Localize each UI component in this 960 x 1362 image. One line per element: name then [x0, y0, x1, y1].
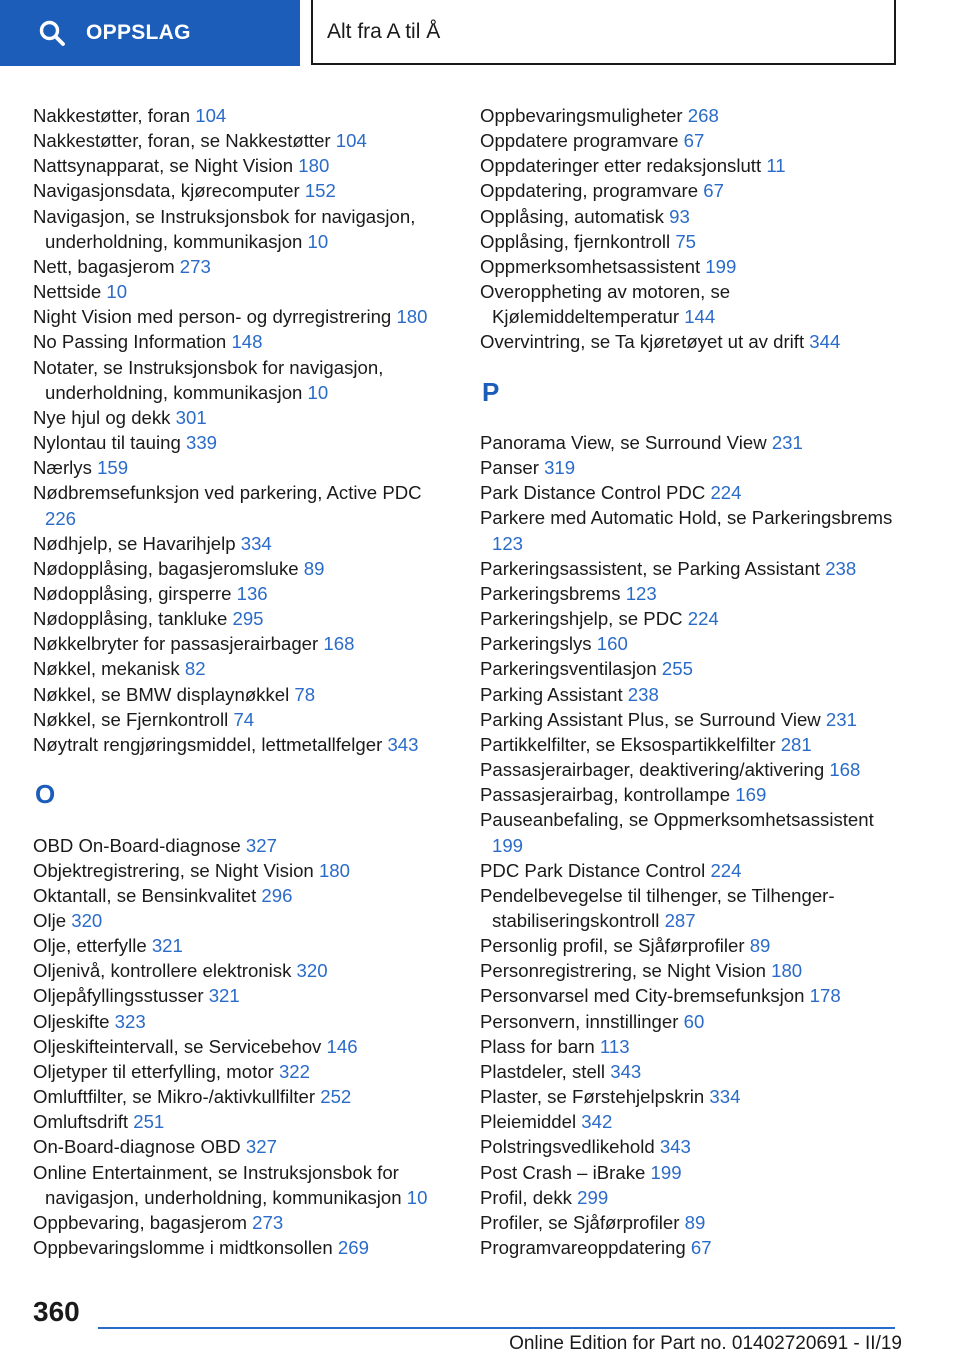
index-entry-text: Oljeskifte: [33, 1010, 110, 1032]
index-entry: [480, 883, 905, 933]
index-entry-text: PDC Park Distance Control: [480, 859, 706, 881]
index-entry-text: OBD On-Board-diagnose: [33, 834, 241, 856]
index-entry-text: Objektregistrering, se Night Vision: [33, 859, 314, 881]
index-entry: [33, 631, 453, 656]
index-entry: [33, 153, 453, 178]
index-entry-text: Parkeringsventilasjon: [480, 658, 657, 680]
index-entry-text: Nylontau til tauing: [33, 432, 181, 454]
page-reference-link[interactable]: 104: [195, 105, 227, 126]
index-letter-heading: O: [35, 779, 56, 810]
index-entry: [480, 958, 905, 983]
index-entry: [480, 1034, 905, 1059]
index-entry-text: Nødopplåsing, tankluke: [33, 608, 228, 630]
index-entry-text: Navigasjonsdata, kjørecomputer: [33, 180, 300, 202]
page-reference-link[interactable]: 273: [179, 255, 211, 277]
index-entry-text: Oppmerksomhetsassistent: [480, 255, 701, 277]
page-reference-link[interactable]: 231: [825, 708, 857, 730]
index-entry: [480, 128, 905, 153]
index-entry: [480, 1160, 905, 1185]
index-entry: [480, 732, 905, 757]
page-reference-link[interactable]: 10: [307, 230, 329, 252]
index-entry: [480, 782, 905, 807]
page-reference-link[interactable]: 180: [771, 960, 803, 982]
page-reference-link[interactable]: 327: [245, 1136, 277, 1158]
index-entry: [480, 329, 905, 354]
page-reference-link[interactable]: 180: [298, 155, 330, 177]
footer-rule: [98, 1327, 895, 1329]
page-reference-link[interactable]: 334: [709, 1086, 741, 1108]
index-entry-text: Park Distance Control PDC: [480, 482, 706, 504]
index-entry: [480, 204, 905, 229]
page-reference-link[interactable]: 10: [106, 281, 128, 303]
index-entry: [33, 983, 453, 1008]
page-reference-link[interactable]: 319: [544, 457, 576, 479]
index-entry: [480, 455, 905, 480]
index-entry: [33, 1210, 453, 1235]
index-entry: [33, 204, 453, 254]
index-entry: [33, 682, 453, 707]
page-reference-link[interactable]: 10: [307, 381, 329, 403]
index-entry-text: Parkere med Automatic Hold, se Parkeringsbrems: [480, 507, 893, 529]
index-entry-text: Online Entertainment, se Instruksjonsbok for navigasjon, underholdning, kommunikasjon: [33, 1161, 402, 1208]
index-entry-text: Panorama View, se Surround View: [480, 432, 767, 453]
page-reference-link[interactable]: 67: [690, 1237, 712, 1258]
index-entry-text: Profil, dekk: [480, 1186, 572, 1208]
index-entry-text: Opplåsing, automatisk: [480, 205, 664, 227]
page-reference-link[interactable]: 82: [184, 658, 206, 680]
index-entry-text: Oppdatere programvare: [480, 130, 679, 152]
page-reference-link[interactable]: 67: [703, 180, 724, 202]
index-entry-text: Nøkkel, se Fjernkontroll: [33, 708, 229, 730]
index-entry: [480, 606, 905, 631]
index-entry-text: Partikkelfilter, se Eksospartikkelfilter: [480, 733, 776, 755]
search-tab-label: OPPSLAG: [86, 21, 191, 44]
page-reference-link[interactable]: 144: [684, 306, 716, 328]
page-reference-link[interactable]: 323: [114, 1010, 146, 1032]
page-reference-link[interactable]: 238: [825, 557, 857, 579]
page-reference-link[interactable]: 148: [231, 331, 263, 353]
index-entry: [480, 480, 905, 505]
page-reference-link[interactable]: 11: [766, 155, 786, 177]
index-entry-text: Nødbremsefunksjon ved parkering, Active PDC: [33, 482, 422, 504]
index-entry-text: Parking Assistant Plus, se Surround View: [480, 708, 821, 730]
page-reference-link[interactable]: 322: [278, 1060, 310, 1082]
search-icon: [38, 19, 66, 47]
page-reference-link[interactable]: 168: [323, 633, 355, 655]
page-reference-link[interactable]: 75: [675, 230, 697, 252]
index-entry-text: No Passing Information: [33, 331, 227, 353]
index-entry: [480, 1059, 905, 1084]
index-entry-text: Nødhjelp, se Havarihjelp: [33, 532, 236, 554]
index-entry-text: Personvern, innstillinger: [480, 1010, 679, 1032]
index-entry-text: Omluftfilter, se Mikro-/aktivkullfilter: [33, 1086, 316, 1108]
index-entry: [33, 1034, 453, 1059]
page-reference-link[interactable]: 321: [151, 935, 183, 957]
page-reference-link[interactable]: 152: [304, 180, 336, 202]
page-reference-link[interactable]: 321: [208, 985, 240, 1007]
index-entry-text: Parkeringsbrems: [480, 582, 621, 604]
page-reference-link[interactable]: 74: [233, 708, 255, 730]
page-reference-link[interactable]: 224: [710, 482, 742, 504]
index-letter-heading: P: [482, 376, 500, 407]
index-entry-text: Oljenivå, kontrollere elektronisk: [33, 960, 292, 982]
index-entry: [480, 933, 905, 958]
index-entry-text: Oppbevaring, bagasjerom: [33, 1211, 247, 1233]
page-reference-link[interactable]: 226: [45, 507, 77, 529]
index-entry-text: Nye hjul og dekk: [33, 406, 171, 428]
page-reference-link[interactable]: 113: [599, 1035, 630, 1057]
index-entry-text: Opplåsing, fjernkontroll: [480, 230, 671, 252]
index-entry: [33, 933, 453, 958]
index-entry: [33, 1059, 453, 1084]
page-reference-link[interactable]: 89: [749, 935, 771, 957]
page-reference-link[interactable]: 67: [683, 130, 705, 152]
index-entry-text: Profiler, se Sjåførprofiler: [480, 1211, 680, 1233]
page-reference-link[interactable]: 339: [185, 432, 218, 454]
index-entry: [480, 153, 905, 178]
index-entry: [480, 1109, 905, 1134]
page-reference-link[interactable]: 78: [294, 683, 316, 705]
index-entry-text: Nøytralt rengjøringsmiddel, lettmetallfelger: [33, 733, 383, 755]
index-entry: [480, 430, 905, 455]
index-entry: [33, 732, 453, 757]
index-entry: [33, 656, 453, 681]
index-entry-text: Nødopplåsing, girsperre: [33, 582, 232, 604]
index-entry-text: Nettside: [33, 281, 102, 303]
page-reference-link[interactable]: 180: [396, 306, 428, 328]
page-reference-link[interactable]: 89: [684, 1211, 706, 1233]
index-entry-text: Nattsynapparat, se Night Vision: [33, 155, 294, 177]
page-reference-link[interactable]: 295: [232, 608, 264, 630]
index-entry-text: Oppdatering, programvare: [480, 180, 699, 202]
page-reference-link[interactable]: 343: [387, 733, 419, 755]
page-reference-link[interactable]: 104: [335, 130, 367, 152]
index-entry-text: Night Vision med person- og dyrregistrering: [33, 306, 392, 328]
index-entry: [480, 1210, 905, 1235]
page-reference-link[interactable]: 224: [710, 859, 742, 881]
section-title: Alt fra A til Å: [311, 0, 896, 65]
index-entry-text: Post Crash – iBrake: [480, 1161, 646, 1183]
index-entry-text: Olje, etterfylle: [33, 935, 147, 957]
index-entry-text: Panser: [480, 457, 539, 479]
page-reference-link[interactable]: 255: [661, 658, 693, 680]
index-entry-text: Personvarsel med City-bremsefunksjon: [480, 985, 805, 1007]
index-entry: [33, 405, 453, 430]
index-entry: [33, 103, 453, 128]
index-entry: [33, 1235, 453, 1260]
index-entry: [33, 279, 453, 304]
page-reference-link[interactable]: 251: [133, 1111, 165, 1133]
index-entry: [33, 1134, 453, 1159]
index-entry: [33, 531, 453, 556]
index-entry: [33, 707, 453, 732]
index-entry: [480, 254, 905, 279]
index-entry-text: Passasjerairbager, deaktivering/aktivering: [480, 759, 825, 781]
index-entry: [33, 581, 453, 606]
index-entry-text: Oljepåfyllingsstusser: [33, 985, 204, 1007]
page-reference-link[interactable]: 123: [625, 582, 657, 604]
index-entry-text: Passasjerairbag, kontrollampe: [480, 784, 731, 806]
page-reference-link[interactable]: 146: [326, 1035, 358, 1057]
index-entry: [480, 1009, 905, 1034]
index-entry: [33, 1109, 453, 1134]
index-entry-text: Oljeskifteintervall, se Servicebehov: [33, 1035, 322, 1057]
index-entry: [480, 807, 905, 857]
index-column-right: [480, 103, 905, 1260]
index-entry-text: Plaster, se Førstehjelpskrin: [480, 1086, 705, 1108]
index-entry: [33, 833, 453, 858]
page-reference-link[interactable]: 160: [596, 633, 628, 655]
page-reference-link[interactable]: 231: [771, 432, 803, 453]
index-entry-text: Oppbevaringslomme i midtkonsollen: [33, 1237, 333, 1258]
index-entry: [480, 983, 905, 1008]
page-reference-link[interactable]: 224: [687, 608, 719, 630]
page-reference-link[interactable]: 287: [664, 909, 696, 931]
index-entry-text: Polstringsvedlikehold: [480, 1136, 655, 1158]
index-entry: [480, 178, 905, 203]
index-entry-text: Nakkestøtter, foran: [33, 105, 191, 126]
page-reference-link[interactable]: 320: [296, 960, 328, 982]
page-reference-link[interactable]: 168: [829, 759, 861, 781]
index-entry-text: Oljetyper til etterfylling, motor: [33, 1060, 274, 1082]
index-entry: [480, 682, 905, 707]
index-entry-text: Nødopplåsing, bagasjeromsluke: [33, 557, 299, 579]
index-entry-text: On-Board-diagnose OBD: [33, 1136, 241, 1158]
index-entry: [33, 455, 453, 480]
page-reference-link[interactable]: 60: [683, 1010, 705, 1032]
index-entry: [33, 606, 453, 631]
page-reference-link[interactable]: 252: [320, 1086, 352, 1108]
index-entry-text: Personlig profil, se Sjåførprofiler: [480, 935, 745, 957]
page-reference-link[interactable]: 199: [650, 1161, 682, 1183]
index-entry: [33, 304, 453, 329]
index-entry: [33, 858, 453, 883]
index-entry: [480, 229, 905, 254]
index-entry-text: Plastdeler, stell: [480, 1060, 606, 1082]
page-reference-link[interactable]: 199: [492, 834, 524, 856]
page-reference-link[interactable]: 180: [318, 859, 350, 881]
index-entry-text: Nøkkel, mekanisk: [33, 658, 180, 680]
index-entry: [33, 254, 453, 279]
index-entry-text: Omluftsdrift: [33, 1111, 129, 1133]
index-entry: [480, 1235, 905, 1260]
index-entry: [33, 556, 453, 581]
index-entry-text: Oppbevaringsmuligheter: [480, 105, 683, 126]
index-entry: [480, 505, 905, 555]
index-entry-text: Pauseanbefaling, se Oppmerksomhetsassistent: [480, 809, 874, 831]
index-entry-text: Oppdateringer etter redaksjonslutt: [480, 155, 762, 177]
page-reference-link[interactable]: 269: [337, 1237, 369, 1258]
index-entry-text: Plass for barn: [480, 1035, 595, 1057]
page-reference-link[interactable]: 199: [705, 255, 737, 277]
index-entry-text: Overoppheting av motoren, se Kjølemiddeltemperatur: [480, 281, 731, 328]
index-entry: [480, 656, 905, 681]
page-reference-link[interactable]: 344: [809, 331, 841, 353]
index-entry: [480, 1084, 905, 1109]
page-reference-link[interactable]: 89: [303, 557, 325, 579]
page-reference-link[interactable]: 301: [175, 406, 207, 428]
index-entry: [480, 631, 905, 656]
index-entry-text: Nøkkelbryter for passasjerairbager: [33, 633, 319, 655]
index-entry: [33, 908, 453, 933]
page-reference-link[interactable]: 178: [809, 985, 841, 1007]
index-entry: [480, 279, 905, 329]
index-entry: [33, 1009, 453, 1034]
index-entry-text: Parkeringsassistent, se Parking Assistant: [480, 557, 821, 579]
index-entry-text: Overvintring, se Ta kjøretøyet ut av drift: [480, 331, 805, 353]
index-entry: [480, 858, 905, 883]
index-entry-text: Navigasjon, se Instruksjonsbok for navigasjon, underholdning, kommunikasjon: [33, 205, 416, 252]
index-entry: [480, 707, 905, 732]
index-entry: [33, 329, 453, 354]
index-entry-text: Personregistrering, se Night Vision: [480, 960, 766, 982]
index-entry-text: Parking Assistant: [480, 683, 623, 705]
page-reference-link[interactable]: 342: [581, 1111, 613, 1133]
edition-text: Online Edition for Part no. 01402720691 - II/19: [509, 1333, 902, 1354]
index-entry-text: Programvareoppdatering: [480, 1237, 686, 1258]
page-reference-link[interactable]: 238: [627, 683, 659, 705]
index-entry: [33, 1160, 453, 1210]
index-entry-text: Oktantall, se Bensinkvalitet: [33, 884, 257, 906]
index-entry-text: Pendelbevegelse til tilhenger, se Tilhenger-stabiliseringskontroll: [480, 884, 835, 931]
page-reference-link[interactable]: 268: [687, 105, 719, 126]
index-entry: [480, 581, 905, 606]
index-entry: [480, 556, 905, 581]
page-reference-link[interactable]: 281: [780, 733, 812, 755]
index-entry: [480, 1134, 905, 1159]
index-entry-text: Nøkkel, se BMW displaynøkkel: [33, 683, 290, 705]
page-reference-link[interactable]: 169: [735, 784, 767, 806]
page-reference-link[interactable]: 343: [659, 1136, 691, 1158]
index-entry-text: Nett, bagasjerom: [33, 255, 175, 277]
index-entry: [33, 430, 453, 455]
index-entry: [480, 103, 905, 128]
index-entry: [480, 757, 905, 782]
index-entry-text: Nærlys: [33, 457, 92, 479]
page-number: 360: [33, 1296, 80, 1327]
page-reference-link[interactable]: 273: [252, 1211, 284, 1233]
index-entry: [480, 1185, 905, 1210]
page-reference-link[interactable]: 10: [406, 1186, 428, 1208]
page-reference-link[interactable]: 327: [245, 834, 277, 856]
index-entry-text: Notater, se Instruksjonsbok for navigasjon, underholdning, kommunikasjon: [33, 356, 384, 403]
index-entry-text: Nakkestøtter, foran, se Nakkestøtter: [33, 130, 331, 152]
page-reference-link[interactable]: 320: [71, 909, 103, 931]
index-entry-text: Parkeringshjelp, se PDC: [480, 608, 683, 630]
index-entry: [33, 178, 453, 203]
page-reference-link[interactable]: 334: [240, 532, 272, 554]
index-entry: [33, 128, 453, 153]
index-entry: [33, 1084, 453, 1109]
index-entry-text: Olje: [33, 909, 67, 931]
page-reference-link[interactable]: 296: [261, 884, 293, 906]
search-tab[interactable]: [0, 0, 300, 66]
page-reference-link[interactable]: 136: [236, 582, 268, 604]
index-entry-text: Pleiemiddel: [480, 1111, 577, 1133]
index-entry: [33, 480, 453, 530]
page-reference-link[interactable]: 343: [610, 1060, 642, 1082]
index-entry: [33, 883, 453, 908]
index-column-left: [33, 103, 453, 1260]
page-reference-link[interactable]: 299: [577, 1186, 609, 1208]
page-reference-link[interactable]: 93: [669, 205, 690, 227]
page-reference-link[interactable]: 159: [97, 457, 129, 479]
index-entry: [33, 958, 453, 983]
index-entry-text: Parkeringslys: [480, 633, 592, 655]
page-reference-link[interactable]: 123: [492, 532, 524, 554]
index-entry: [33, 355, 453, 405]
